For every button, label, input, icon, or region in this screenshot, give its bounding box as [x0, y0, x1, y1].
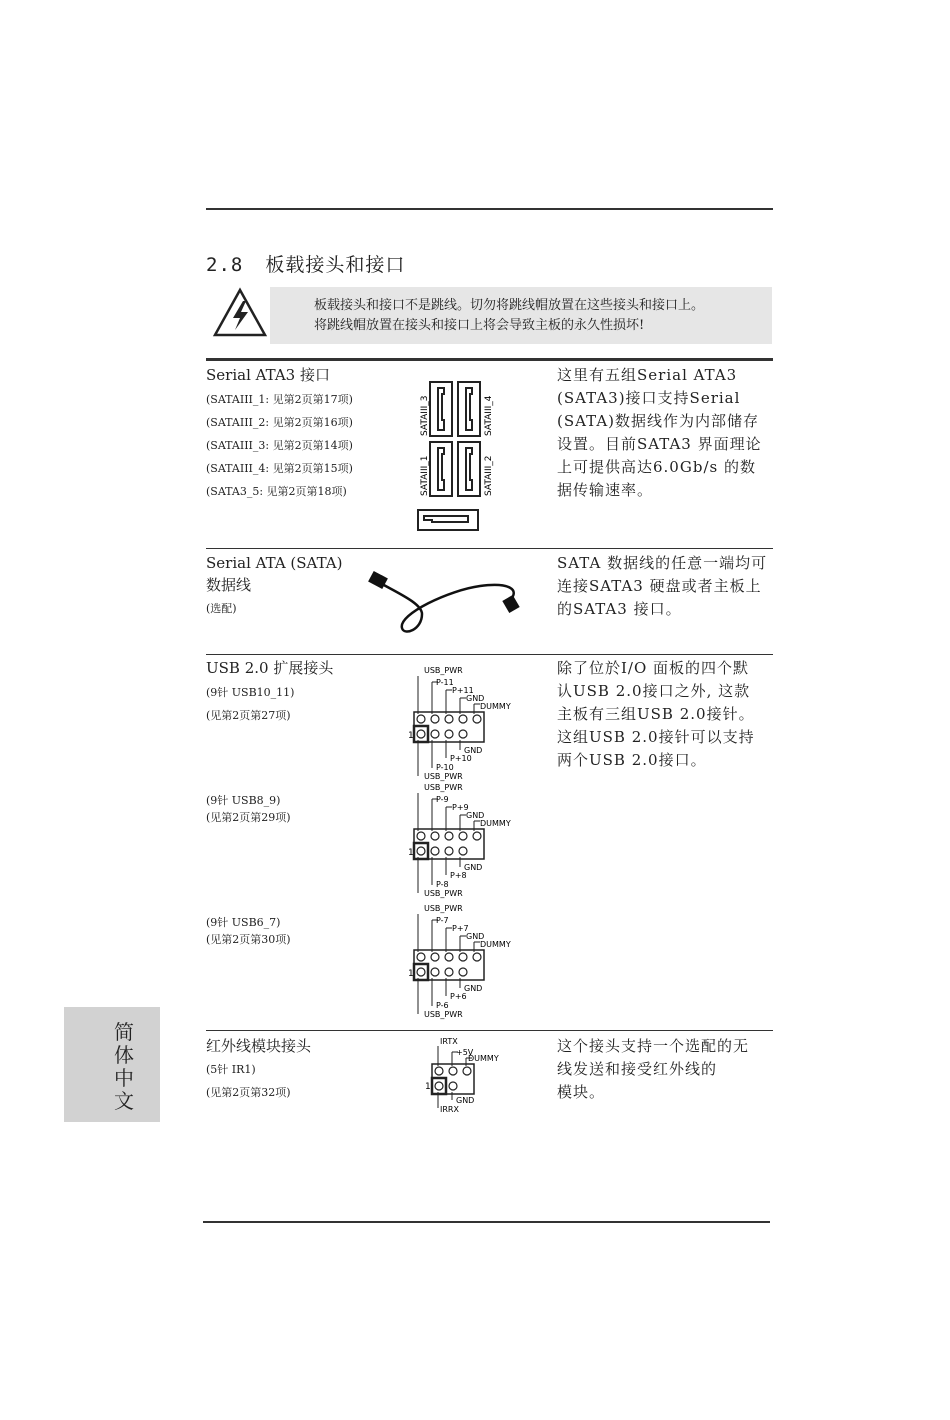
desc-line: 这个接头支持一个选配的无	[557, 1037, 750, 1055]
sata3-ref: (SATA3_5: 见第2页第18项)	[206, 485, 347, 498]
desc-line: 除了位於I/O 面板的四个默	[557, 659, 750, 677]
pin-label: P+11	[452, 686, 474, 695]
desc-line: (SATA3)接口支持Serial	[557, 389, 741, 407]
bottom-rule	[203, 1221, 770, 1223]
sata-cable-title	[206, 552, 342, 596]
pin-label: IRTX	[440, 1037, 458, 1046]
title-line: Serial ATA (SATA)	[206, 554, 343, 572]
pin-label: GND	[466, 811, 485, 820]
desc-line: 上可提供高达6.0Gb/s 的数	[557, 458, 756, 476]
pin-label: GND	[466, 932, 485, 941]
pin-label: P+10	[450, 754, 472, 763]
warning-line: 将跳线帽放置在接头和接口上将会导致主板的永久性损坏!	[314, 318, 645, 333]
sata-port-label: SATAIII_1	[420, 455, 430, 496]
pin-label: USB_PWR	[424, 666, 463, 675]
pin-label: P+7	[452, 924, 469, 933]
pin-label: P-9	[436, 795, 449, 804]
sata-port-label: SATAIII_3	[420, 395, 430, 436]
section-number: 2.8	[206, 254, 244, 276]
pin-label: USB_PWR	[424, 1010, 463, 1019]
warning-box	[270, 287, 772, 344]
pin-label: DUMMY	[468, 1054, 499, 1063]
page-ref: (见第2页第30项)	[206, 933, 291, 946]
pin-label: GND	[464, 746, 483, 755]
usb-title: USB 2.0 扩展接头	[206, 659, 334, 677]
sata3-ref: (SATAIII_2: 见第2页第16项)	[206, 416, 353, 429]
row-divider	[206, 548, 773, 549]
sata-port-label: SATAIII_2	[484, 455, 494, 496]
desc-line: 主板有三组USB 2.0接针。	[557, 705, 755, 723]
pin-label: GND	[464, 863, 483, 872]
usb-header-info	[206, 914, 291, 948]
pin-label: P+8	[450, 871, 467, 880]
pin-label: GND	[456, 1096, 475, 1105]
usb-header-diagram	[406, 902, 518, 1020]
desc-line: 连接SATA3 硬盘或者主板上	[557, 577, 762, 595]
page-ref: (见第2页第29项)	[206, 811, 291, 824]
pin-label: USB_PWR	[424, 783, 463, 792]
desc-line: 这里有五组Serial ATA3	[557, 366, 738, 384]
pin1-label: 1	[408, 969, 414, 979]
sata-port-label: SATAIII_4	[484, 395, 494, 436]
side-tab-label: 简体中文	[114, 1020, 134, 1113]
pin-label: DUMMY	[480, 940, 511, 949]
desc-line: 线发送和接受红外线的	[557, 1060, 718, 1078]
pin1-label: 1	[408, 731, 414, 741]
desc-line: 这组USB 2.0接针可以支持	[557, 728, 755, 746]
warning-icon	[212, 287, 268, 339]
sata-cable-image	[360, 560, 540, 640]
sata3-ref: (SATAIII_3: 见第2页第14项)	[206, 439, 353, 452]
section-title	[206, 250, 405, 277]
usb-header-diagram	[406, 664, 518, 782]
table-top-rule	[206, 358, 773, 361]
pin-label: P-7	[436, 916, 449, 925]
row-divider	[206, 654, 773, 655]
desc-line: 设置。目前SATA3 界面理论	[557, 435, 762, 453]
page-ref: (见第2页第27项)	[206, 709, 291, 722]
ir-desc	[557, 1035, 749, 1104]
usb-desc	[557, 657, 755, 772]
desc-line: 两个USB 2.0接口。	[557, 751, 707, 769]
pin-count: (9针 USB6_7)	[206, 916, 281, 929]
sata3-refs	[206, 388, 353, 503]
desc-line: 模块。	[557, 1083, 606, 1101]
pin1-label: 1	[408, 848, 414, 858]
pin-label: P-6	[436, 1001, 449, 1010]
pin-count: (9针 USB10_11)	[206, 686, 295, 699]
desc-line: 据传输速率。	[557, 481, 654, 499]
sata3-title: Serial ATA3 接口	[206, 366, 330, 384]
pin-label: P+9	[452, 803, 469, 812]
desc-line: (SATA)数据线作为内部储存	[557, 412, 760, 430]
usb-header-info	[206, 792, 291, 826]
pin-label: IRRX	[440, 1105, 459, 1112]
sata3-ref: (SATAIII_4: 见第2页第15项)	[206, 462, 353, 475]
pin1-label: 1	[425, 1082, 431, 1092]
pin-count: (5针 IR1)	[206, 1063, 256, 1076]
pin-label: P-8	[436, 880, 449, 889]
desc-line: SATA 数据线的任意一端均可	[557, 554, 768, 572]
ir-info	[206, 1058, 291, 1104]
sata-cable-desc	[557, 552, 767, 621]
ir-header-diagram	[420, 1036, 510, 1112]
sata3-ref: (SATAIII_1: 见第2页第17项)	[206, 393, 353, 406]
pin-label: DUMMY	[480, 702, 511, 711]
pin-label: GND	[464, 984, 483, 993]
desc-line: 的SATA3 接口。	[557, 600, 682, 618]
sata-cable-note: (选配)	[206, 602, 237, 615]
pin-label: P-10	[436, 763, 454, 772]
page-ref: (见第2页第32项)	[206, 1086, 291, 1099]
desc-line: 认USB 2.0接口之外, 这款	[557, 682, 751, 700]
ir-title: 红外线模块接头	[206, 1037, 312, 1055]
pin-label: P-11	[436, 678, 454, 687]
usb-header-diagram	[406, 781, 518, 899]
usb-header-info	[206, 681, 294, 727]
pin-label: USB_PWR	[424, 904, 463, 913]
pin-label: GND	[466, 694, 485, 703]
top-rule	[206, 208, 773, 210]
row-divider	[206, 1030, 773, 1031]
pin-label: P+6	[450, 992, 467, 1001]
pin-label: +5V	[456, 1048, 474, 1057]
pin-label: USB_PWR	[424, 889, 463, 898]
pin-label: DUMMY	[480, 819, 511, 828]
section-heading: 板载接头和接口	[265, 254, 406, 276]
pin-count: (9针 USB8_9)	[206, 794, 281, 807]
title-line: 数据线	[206, 576, 252, 594]
sata3-desc	[557, 364, 762, 502]
sata3-connector-diagram	[408, 376, 508, 536]
pin-label: USB_PWR	[424, 772, 463, 781]
language-side-tab	[64, 1007, 160, 1122]
warning-line: 板载接头和接口不是跳线。切勿将跳线帽放置在这些接头和接口上。	[314, 298, 705, 313]
